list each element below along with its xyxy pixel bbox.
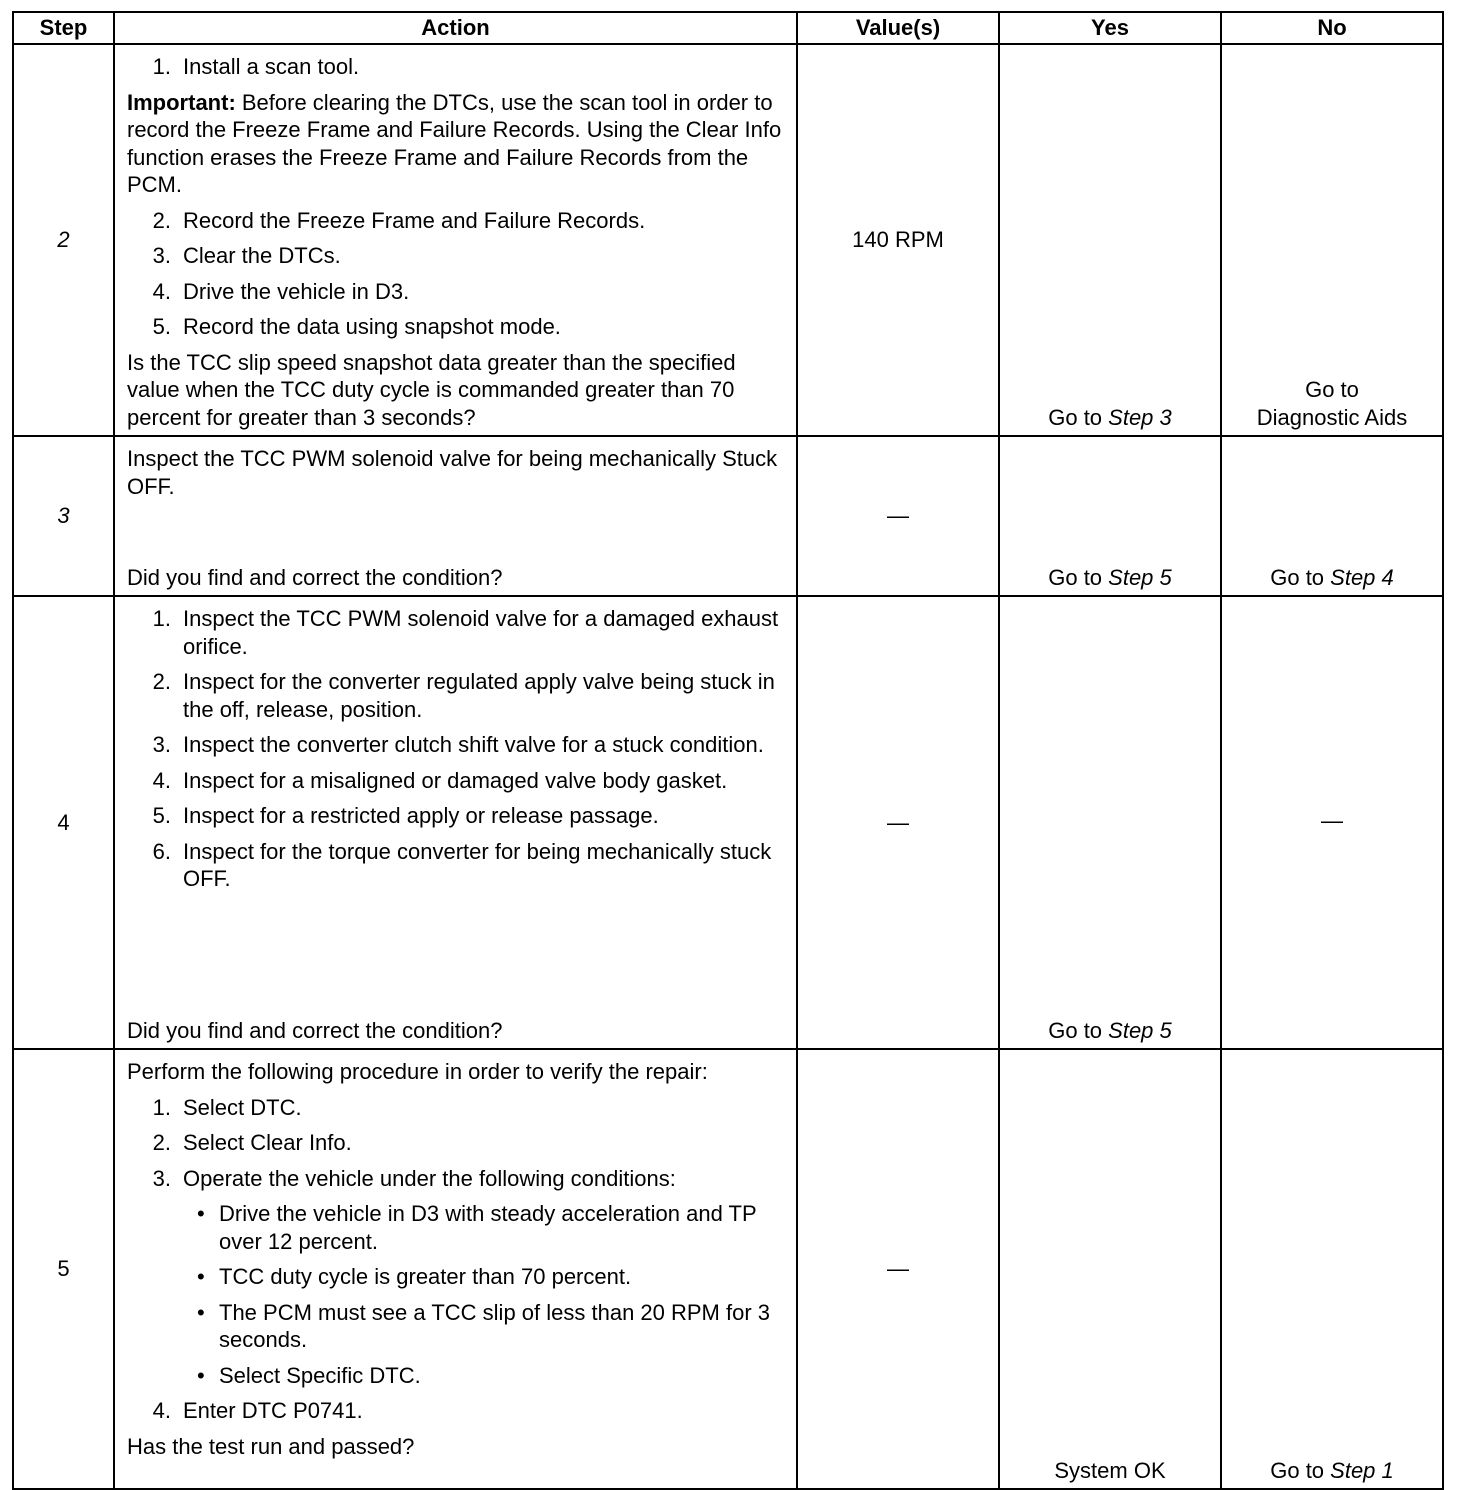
action-list (127, 1094, 782, 1193)
header-row (13, 12, 1443, 44)
list-item: 1. Inspect the TCC PWM solenoid valve for a damaged exhaust orifice. (152, 606, 779, 659)
action-question: Did you find and correct the condition? (127, 564, 503, 590)
list-item: 2. Select Clear Info. (152, 1130, 352, 1155)
action-cell (114, 436, 797, 596)
action-cell (114, 1049, 797, 1489)
list-item: 4. Inspect for a misaligned or damaged valve body gasket. (152, 767, 728, 793)
value-cell: — (797, 596, 999, 1049)
list-item: 5. Inspect for a restricted apply or release passage. (152, 803, 659, 828)
no-cell: Go to Step 1 (1221, 1049, 1443, 1489)
no-cell: Go to Step 4 (1221, 436, 1443, 596)
yes-cell: Go to Step 5 (999, 596, 1221, 1049)
action-question: Has the test run and passed? (127, 1433, 415, 1459)
table-row (13, 436, 1443, 596)
header-step: Step (13, 12, 114, 44)
header-yes: Yes (999, 12, 1221, 44)
table-row (13, 44, 1443, 436)
action-list (127, 53, 782, 81)
list-item: 3. Clear the DTCs. (152, 243, 341, 268)
value-cell: — (797, 1049, 999, 1489)
list-item: 1. Install a scan tool. (152, 54, 360, 79)
bullet-item: • TCC duty cycle is greater than 70 percent. (197, 1264, 632, 1289)
yes-cell: Go to Step 3 (999, 44, 1221, 436)
action-list (127, 605, 782, 901)
condition-list (127, 1200, 782, 1389)
yes-cell: Go to Step 5 (999, 436, 1221, 596)
no-cell: — (1221, 596, 1443, 1049)
action-cell (114, 596, 797, 1049)
list-item: 6. Inspect for the torque converter for being mechanically stuck OFF. (152, 838, 772, 891)
bullet-item: • Select Specific DTC. (197, 1362, 421, 1388)
list-item: 1. Select DTC. (152, 1094, 302, 1120)
action-question: Did you find and correct the condition? (127, 1017, 503, 1043)
list-item: 5. Record the data using snapshot mode. (152, 314, 561, 339)
list-item: 2. Inspect for the converter regulated apply valve being stuck in the off, release, position. (152, 669, 775, 722)
action-question: Is the TCC slip speed snapshot data greater than the specified value when the TCC duty cycle is commanded greater than 70 percent for greater than 3 seconds? (127, 349, 736, 430)
bullet-item: • The PCM must see a TCC slip of less than 20 RPM for 3 seconds. (197, 1299, 771, 1352)
action-intro: Perform the following procedure in order to verify the repair: (127, 1059, 708, 1084)
action-list (127, 207, 782, 341)
header-values: Value(s) (797, 12, 999, 44)
diagnostic-table (12, 11, 1444, 1490)
table-row (13, 1049, 1443, 1489)
header-action: Action (114, 12, 797, 44)
step-number: 3 (13, 436, 114, 596)
header-no: No (1221, 12, 1443, 44)
table-row (13, 596, 1443, 1049)
value-cell: 140 RPM (797, 44, 999, 436)
action-list (127, 1397, 782, 1425)
yes-cell: System OK (999, 1049, 1221, 1489)
value-cell: — (797, 436, 999, 596)
step-number: 2 (13, 44, 114, 436)
list-item: 4. Enter DTC P0741. (152, 1398, 363, 1423)
step-number: 5 (13, 1049, 114, 1489)
action-cell (114, 44, 797, 436)
list-item: 3. Inspect the converter clutch shift valve for a stuck condition. (152, 732, 764, 757)
no-cell: Go to Diagnostic Aids (1221, 44, 1443, 436)
step-number: 4 (13, 596, 114, 1049)
important-note: Important: Before clearing the DTCs, use the scan tool in order to record the Freeze Frame and Failure Records. Using the Clear Info function erases the Freeze Frame and Failure Records from the PCM. (127, 89, 782, 197)
list-item: 3. Operate the vehicle under the following conditions: (152, 1165, 676, 1191)
list-item: 4. Drive the vehicle in D3. (152, 278, 410, 304)
list-item: 2. Record the Freeze Frame and Failure Records. (152, 207, 646, 233)
action-text: Inspect the TCC PWM solenoid valve for being mechanically Stuck OFF. (127, 446, 778, 499)
bullet-item: • Drive the vehicle in D3 with steady acceleration and TP over 12 percent. (197, 1201, 757, 1254)
